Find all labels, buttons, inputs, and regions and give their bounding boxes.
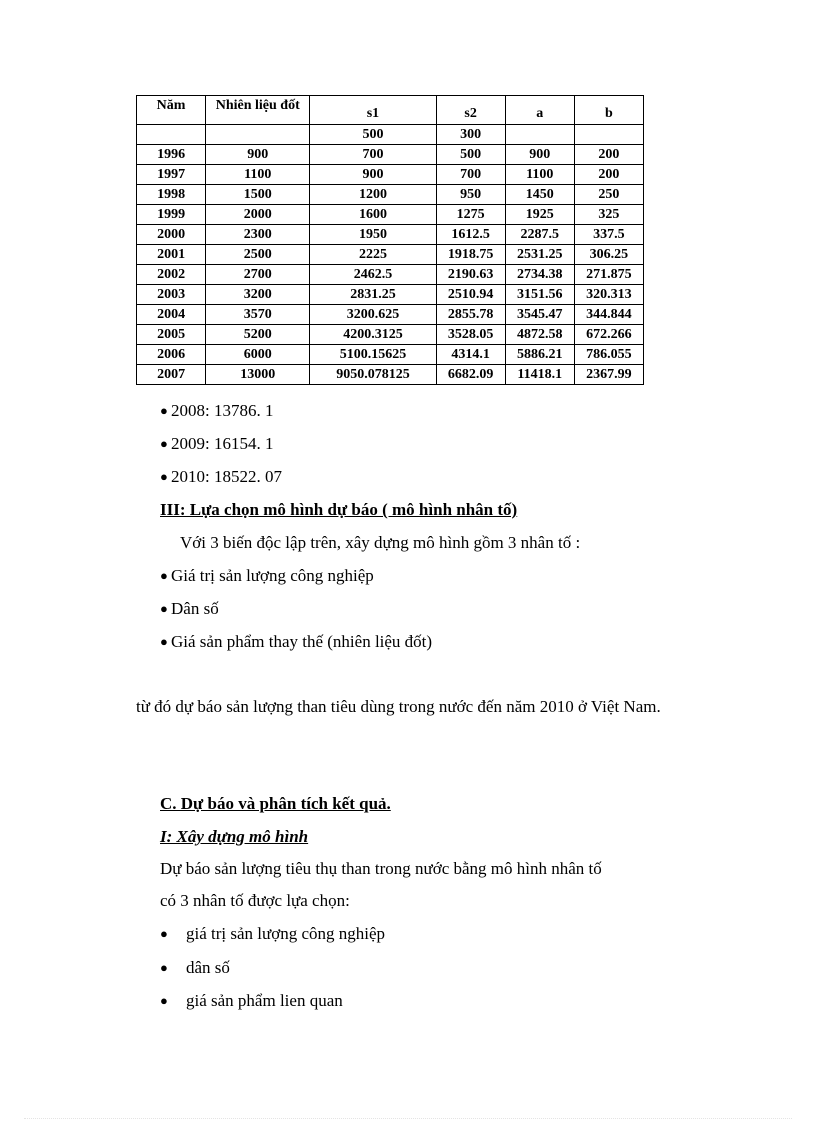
section-c-line-1: Dự báo sản lượng tiêu thụ than trong nước bằng mô hình nhân tố xyxy=(160,859,602,878)
table-cell: 6682.09 xyxy=(436,365,505,385)
table-cell: 900 xyxy=(505,145,574,165)
table-cell: 1275 xyxy=(436,205,505,225)
table-row xyxy=(137,265,644,285)
table-cell: 1997 xyxy=(137,165,206,185)
list-item: ● Giá sản phẩm thay thế (nhiên liệu đốt) xyxy=(160,632,433,651)
header-a: a xyxy=(505,96,574,125)
list-item: ● Dân số xyxy=(160,599,219,618)
bullet-icon: ● xyxy=(160,960,168,975)
table-cell: 1100 xyxy=(505,165,574,185)
header-year: Năm xyxy=(137,96,206,125)
bullet-icon: ● xyxy=(160,403,168,418)
table-cell: 900 xyxy=(310,165,436,185)
table-cell: 2003 xyxy=(137,285,206,305)
table-cell: 2367.99 xyxy=(574,365,643,385)
table-cell: 9050.078125 xyxy=(310,365,436,385)
table-cell: 2000 xyxy=(206,205,310,225)
table-cell: 1100 xyxy=(206,165,310,185)
table-row xyxy=(137,245,644,265)
section-c-subheading: I: Xây dựng mô hình xyxy=(160,827,309,846)
page-divider xyxy=(24,1118,792,1119)
table-cell: 200 xyxy=(574,145,643,165)
table-cell: 4314.1 xyxy=(436,345,505,365)
table-cell xyxy=(206,125,310,145)
header-s2: s2 xyxy=(436,96,505,125)
table-cell: 672.266 xyxy=(574,325,643,345)
table-row xyxy=(137,145,644,165)
table-row xyxy=(137,205,644,225)
list-item: ● giá trị sản lượng công nghiệp xyxy=(160,924,386,943)
header-b: b xyxy=(574,96,643,125)
table-cell: 1998 xyxy=(137,185,206,205)
table-cell: 2855.78 xyxy=(436,305,505,325)
table-row xyxy=(137,345,644,365)
table-row xyxy=(137,325,644,345)
table-cell: 337.5 xyxy=(574,225,643,245)
forecast-item-2009: ● 2009: 16154. 1 xyxy=(160,434,274,453)
table-cell: 1925 xyxy=(505,205,574,225)
table-cell: 2510.94 xyxy=(436,285,505,305)
table-cell: 3528.05 xyxy=(436,325,505,345)
table-init-row xyxy=(137,125,644,145)
table-cell: 2004 xyxy=(137,305,206,325)
table-cell: 2001 xyxy=(137,245,206,265)
table-cell: 500 xyxy=(310,125,436,145)
table-cell: 786.055 xyxy=(574,345,643,365)
section-c-line-2: có 3 nhân tố được lựa chọn: xyxy=(160,891,350,910)
table-cell: 5100.15625 xyxy=(310,345,436,365)
section-3-conclusion: từ đó dự báo sản lượng than tiêu dùng trong nước đến năm 2010 ở Việt Nam. xyxy=(136,697,661,716)
forecast-item-2008: ● 2008: 13786. 1 xyxy=(160,401,274,420)
table-cell: 2700 xyxy=(206,265,310,285)
table-cell: 2734.38 xyxy=(505,265,574,285)
table-cell: 13000 xyxy=(206,365,310,385)
bullet-icon: ● xyxy=(160,469,168,484)
forecast-table xyxy=(136,95,644,385)
table-cell: 6000 xyxy=(206,345,310,365)
table-cell: 2002 xyxy=(137,265,206,285)
table-cell: 1200 xyxy=(310,185,436,205)
table-cell: 271.875 xyxy=(574,265,643,285)
table-cell: 1600 xyxy=(310,205,436,225)
table-row xyxy=(137,225,644,245)
section-c-heading: C. Dự báo và phân tích kết quả. xyxy=(160,794,391,813)
table-cell: 700 xyxy=(436,165,505,185)
table-row xyxy=(137,305,644,325)
table-cell: 700 xyxy=(310,145,436,165)
table-cell: 5886.21 xyxy=(505,345,574,365)
table-cell: 250 xyxy=(574,185,643,205)
table-cell: 900 xyxy=(206,145,310,165)
section-3-intro: Với 3 biến độc lập trên, xây dựng mô hình gồm 3 nhân tố : xyxy=(180,533,581,552)
table-cell: 500 xyxy=(436,145,505,165)
table-header-row xyxy=(137,96,644,125)
table-cell: 1950 xyxy=(310,225,436,245)
table-cell: 1999 xyxy=(137,205,206,225)
table-row xyxy=(137,185,644,205)
table-cell: 2531.25 xyxy=(505,245,574,265)
list-item: ● dân số xyxy=(160,958,230,977)
table-cell: 2006 xyxy=(137,345,206,365)
forecast-item-2010: ● 2010: 18522. 07 xyxy=(160,467,282,486)
bullet-icon: ● xyxy=(160,601,168,616)
table-cell: 2287.5 xyxy=(505,225,574,245)
list-item: ● giá sản phẩm lien quan xyxy=(160,991,343,1010)
table-cell: 1996 xyxy=(137,145,206,165)
table-cell: 2225 xyxy=(310,245,436,265)
table-cell: 950 xyxy=(436,185,505,205)
table-row xyxy=(137,285,644,305)
table-cell: 3545.47 xyxy=(505,305,574,325)
bullet-icon: ● xyxy=(160,926,168,941)
bullet-icon: ● xyxy=(160,568,168,583)
table-cell xyxy=(574,125,643,145)
table-cell: 11418.1 xyxy=(505,365,574,385)
table-cell: 300 xyxy=(436,125,505,145)
table-cell: 2000 xyxy=(137,225,206,245)
table-row xyxy=(137,165,644,185)
table-cell: 4872.58 xyxy=(505,325,574,345)
table-cell: 2831.25 xyxy=(310,285,436,305)
table-cell xyxy=(137,125,206,145)
bullet-icon: ● xyxy=(160,436,168,451)
table-cell: 320.313 xyxy=(574,285,643,305)
table-cell: 1612.5 xyxy=(436,225,505,245)
bullet-icon: ● xyxy=(160,993,168,1008)
table-cell: 1500 xyxy=(206,185,310,205)
table-cell: 306.25 xyxy=(574,245,643,265)
bullet-icon: ● xyxy=(160,634,168,649)
table-cell: 2005 xyxy=(137,325,206,345)
table-cell xyxy=(505,125,574,145)
table-cell: 3151.56 xyxy=(505,285,574,305)
table-cell: 4200.3125 xyxy=(310,325,436,345)
table-cell: 5200 xyxy=(206,325,310,345)
table-cell: 200 xyxy=(574,165,643,185)
table-cell: 2190.63 xyxy=(436,265,505,285)
table-cell: 325 xyxy=(574,205,643,225)
header-fuel: Nhiên liệu đốt xyxy=(206,96,310,125)
table-cell: 1450 xyxy=(505,185,574,205)
list-item: ● Giá trị sản lượng công nghiệp xyxy=(160,566,374,585)
header-s1: s1 xyxy=(310,96,436,125)
table-cell: 1918.75 xyxy=(436,245,505,265)
table-cell: 344.844 xyxy=(574,305,643,325)
table-cell: 2300 xyxy=(206,225,310,245)
table-cell: 2500 xyxy=(206,245,310,265)
table-cell: 3200 xyxy=(206,285,310,305)
table-cell: 2007 xyxy=(137,365,206,385)
table-cell: 3570 xyxy=(206,305,310,325)
section-3-heading: III: Lựa chọn mô hình dự báo ( mô hình nhân tố) xyxy=(160,500,518,519)
table-row xyxy=(137,365,644,385)
table-cell: 3200.625 xyxy=(310,305,436,325)
table-cell: 2462.5 xyxy=(310,265,436,285)
